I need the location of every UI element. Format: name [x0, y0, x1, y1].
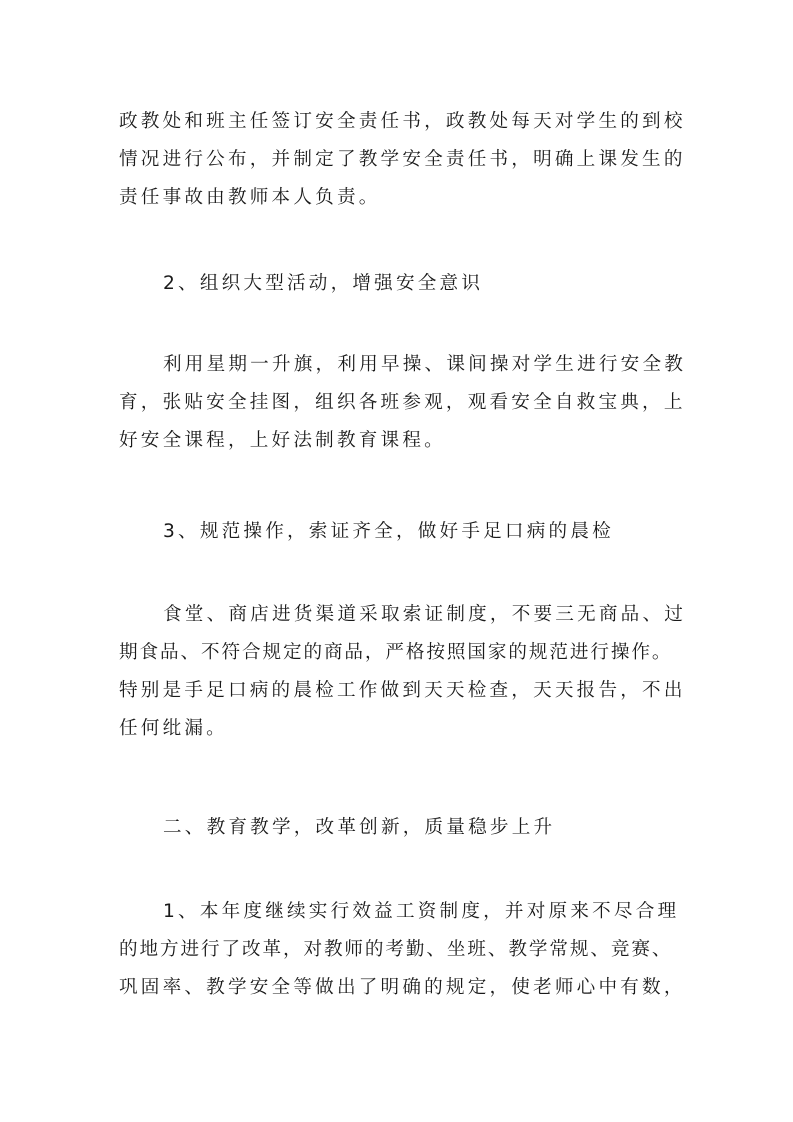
paragraph-food-inspection — [119, 596, 687, 748]
text-line: 责任事故由教师本人负责。 — [119, 187, 381, 208]
section-heading-standard-operations: 3、规范操作，索证齐全，做好手足口病的晨检 — [163, 521, 614, 542]
text-line: 任何纰漏。 — [119, 718, 228, 739]
paragraph-performance-pay — [119, 893, 686, 1007]
paragraph-safety-education — [119, 346, 687, 460]
section-heading-large-activities: 2、组织大型活动，增强安全意识 — [163, 273, 484, 294]
paragraph-safety-responsibility — [119, 103, 686, 217]
text-line: 政教处和班主任签订安全责任书，政教处每天对学生的到校 — [119, 111, 686, 132]
text-line: 期食品、不符合规定的商品，严格按照国家的规范进行操作。 — [119, 642, 673, 663]
text-line: 的地方进行了改革，对教师的考勤、坐班、教学常规、竞赛、 — [119, 939, 673, 960]
text-line: 特别是手足口病的晨检工作做到天天检查，天天报告，不出 — [119, 680, 686, 701]
text-line: 食堂、商店进货渠道采取索证制度，不要三无商品、过 — [163, 604, 687, 625]
text-line: 巩固率、教学安全等做出了明确的规定，使老师心中有数， — [119, 977, 686, 998]
text-line: 好安全课程，上好法制教育课程。 — [119, 430, 446, 451]
section-heading-education-teaching: 二、教育教学，改革创新，质量稳步上升 — [163, 817, 556, 838]
text-line: 育，张贴安全挂图，组织各班参观，观看安全自救宝典，上 — [119, 392, 686, 413]
text-line: 1、本年度继续实行效益工资制度，并对原来不尽合理 — [163, 901, 680, 922]
text-line: 利用星期一升旗，利用早操、课间操对学生进行安全教 — [163, 354, 687, 375]
text-line: 情况进行公布，并制定了教学安全责任书，明确上课发生的 — [119, 149, 686, 170]
